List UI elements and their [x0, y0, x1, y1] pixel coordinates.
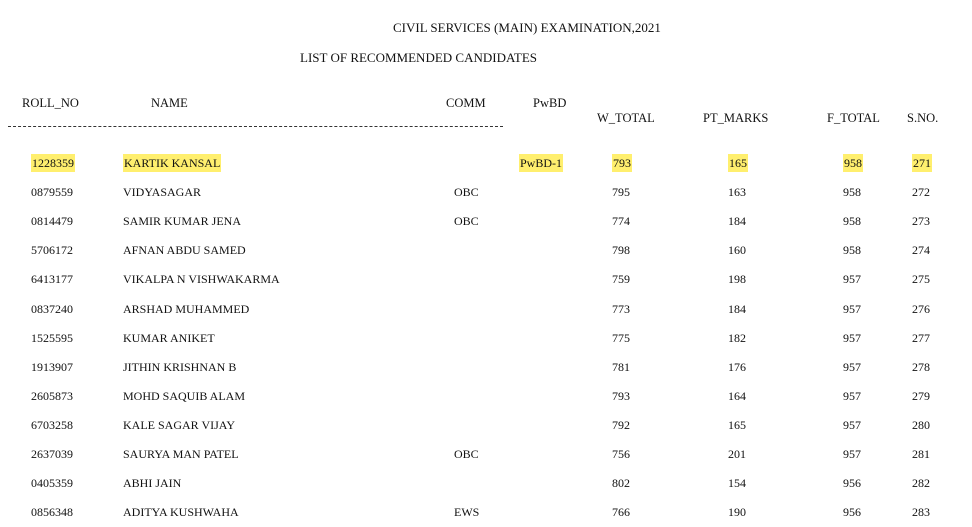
- roll-no-cell: 1228359: [32, 156, 74, 170]
- name-cell: SAURYA MAN PATEL: [123, 447, 239, 461]
- f-total-cell: 957: [843, 447, 861, 461]
- sno-cell: 276: [912, 301, 930, 316]
- pt-marks-cell: 176: [728, 359, 746, 374]
- pt-marks-cell: 160: [728, 243, 746, 258]
- comm-cell: OBC: [454, 185, 479, 200]
- table-row: [0, 445, 972, 467]
- comm-cell: EWS: [454, 505, 480, 520]
- name-cell: AFNAN ABDU SAMED: [123, 243, 246, 258]
- f-total-cell: 958: [843, 185, 861, 200]
- name-cell: KUMAR ANIKET: [123, 330, 215, 345]
- f-total-cell: 957: [843, 272, 861, 287]
- f-total-cell: 958: [843, 214, 861, 229]
- w-total-cell: 793: [612, 388, 630, 403]
- sno-cell: 281: [912, 447, 930, 461]
- table-row: [0, 241, 972, 263]
- sno-cell: 273: [912, 214, 930, 229]
- roll-no-cell: 2637039: [31, 447, 73, 461]
- header-name: NAME: [151, 96, 188, 110]
- pwbd-cell: PwBD-1: [520, 156, 563, 170]
- roll-no-cell: 1525595: [31, 330, 73, 345]
- table-row: [0, 416, 972, 438]
- header-pt-marks: PT_MARKS: [703, 111, 769, 125]
- sno-cell: 283: [912, 505, 930, 520]
- f-total-cell: 957: [843, 301, 861, 316]
- roll-no-cell: 5706172: [31, 243, 73, 258]
- name-cell: JITHIN KRISHNAN B: [123, 359, 237, 374]
- f-total-cell: 957: [843, 330, 861, 345]
- table-row: [0, 270, 972, 292]
- pt-marks-cell: 154: [728, 476, 746, 491]
- table-row: [0, 474, 972, 496]
- w-total-cell: 793: [613, 156, 631, 170]
- name-cell: ABHI JAIN: [123, 476, 182, 491]
- name-cell: MOHD SAQUIB ALAM: [123, 388, 246, 403]
- sno-cell: 271: [913, 156, 931, 170]
- f-total-cell: 958: [844, 156, 862, 170]
- w-total-cell: 781: [612, 359, 630, 374]
- table-row: [0, 212, 972, 234]
- f-total-cell: 956: [843, 505, 861, 520]
- w-total-cell: 766: [612, 505, 630, 520]
- sno-cell: 274: [912, 243, 930, 258]
- header-f-total: F_TOTAL: [827, 111, 880, 125]
- w-total-cell: 798: [612, 243, 630, 258]
- pt-marks-cell: 184: [728, 214, 746, 229]
- pt-marks-cell: 165: [728, 417, 746, 432]
- sno-cell: 272: [912, 185, 930, 200]
- roll-no-cell: 6703258: [31, 417, 73, 432]
- table-row: [0, 183, 972, 205]
- table-row: [0, 300, 972, 322]
- name-cell: KARTIK KANSAL: [124, 156, 221, 170]
- document-subtitle: LIST OF RECOMMENDED CANDIDATES: [300, 50, 538, 65]
- w-total-cell: 759: [612, 272, 630, 287]
- name-cell: SAMIR KUMAR JENA: [123, 214, 242, 229]
- w-total-cell: 795: [612, 185, 630, 200]
- pt-marks-cell: 165: [729, 156, 747, 170]
- pt-marks-cell: 163: [728, 185, 746, 200]
- sno-cell: 275: [912, 272, 930, 287]
- header-comm: COMM: [446, 96, 486, 110]
- header-sno: S.NO.: [907, 111, 939, 125]
- sno-cell: 279: [912, 388, 930, 403]
- table-row: [0, 503, 972, 525]
- pt-marks-cell: 184: [728, 301, 746, 316]
- w-total-cell: 792: [612, 417, 630, 432]
- header-w-total: W_TOTAL: [597, 111, 655, 125]
- sno-cell: 282: [912, 476, 930, 491]
- table-row: [0, 329, 972, 351]
- w-total-cell: 756: [612, 447, 630, 461]
- w-total-cell: 802: [612, 476, 630, 491]
- roll-no-cell: 0814479: [31, 214, 73, 229]
- comm-cell: OBC: [454, 214, 479, 229]
- pt-marks-cell: 201: [728, 447, 746, 461]
- pt-marks-cell: 198: [728, 272, 746, 287]
- sno-cell: 277: [912, 330, 930, 345]
- header-roll-no: ROLL_NO: [22, 96, 79, 110]
- roll-no-cell: 6413177: [31, 272, 73, 287]
- table-row: [0, 387, 972, 409]
- pt-marks-cell: 182: [728, 330, 746, 345]
- header-divider: [8, 126, 503, 127]
- sno-cell: 278: [912, 359, 930, 374]
- header-pwbd: PwBD: [533, 96, 567, 110]
- table-row: [0, 154, 972, 176]
- f-total-cell: 957: [843, 359, 861, 374]
- table-row: [0, 358, 972, 380]
- roll-no-cell: 2605873: [31, 388, 73, 403]
- roll-no-cell: 1913907: [31, 359, 73, 374]
- name-cell: VIDYASAGAR: [123, 185, 202, 200]
- name-cell: KALE SAGAR VIJAY: [123, 417, 236, 432]
- pt-marks-cell: 164: [728, 388, 746, 403]
- name-cell: ARSHAD MUHAMMED: [123, 301, 250, 316]
- roll-no-cell: 0856348: [31, 505, 73, 520]
- f-total-cell: 958: [843, 243, 861, 258]
- sno-cell: 280: [912, 417, 930, 432]
- name-cell: VIKALPA N VISHWAKARMA: [123, 272, 280, 287]
- name-cell: ADITYA KUSHWAHA: [123, 505, 239, 520]
- roll-no-cell: 0405359: [31, 476, 73, 491]
- roll-no-cell: 0837240: [31, 301, 73, 316]
- f-total-cell: 956: [843, 476, 861, 491]
- w-total-cell: 774: [612, 214, 630, 229]
- f-total-cell: 957: [843, 388, 861, 403]
- roll-no-cell: 0879559: [31, 185, 73, 200]
- document-title: CIVIL SERVICES (MAIN) EXAMINATION,2021: [393, 20, 661, 35]
- w-total-cell: 775: [612, 330, 630, 345]
- comm-cell: OBC: [454, 447, 479, 461]
- pt-marks-cell: 190: [728, 505, 746, 520]
- f-total-cell: 957: [843, 417, 861, 432]
- w-total-cell: 773: [612, 301, 630, 316]
